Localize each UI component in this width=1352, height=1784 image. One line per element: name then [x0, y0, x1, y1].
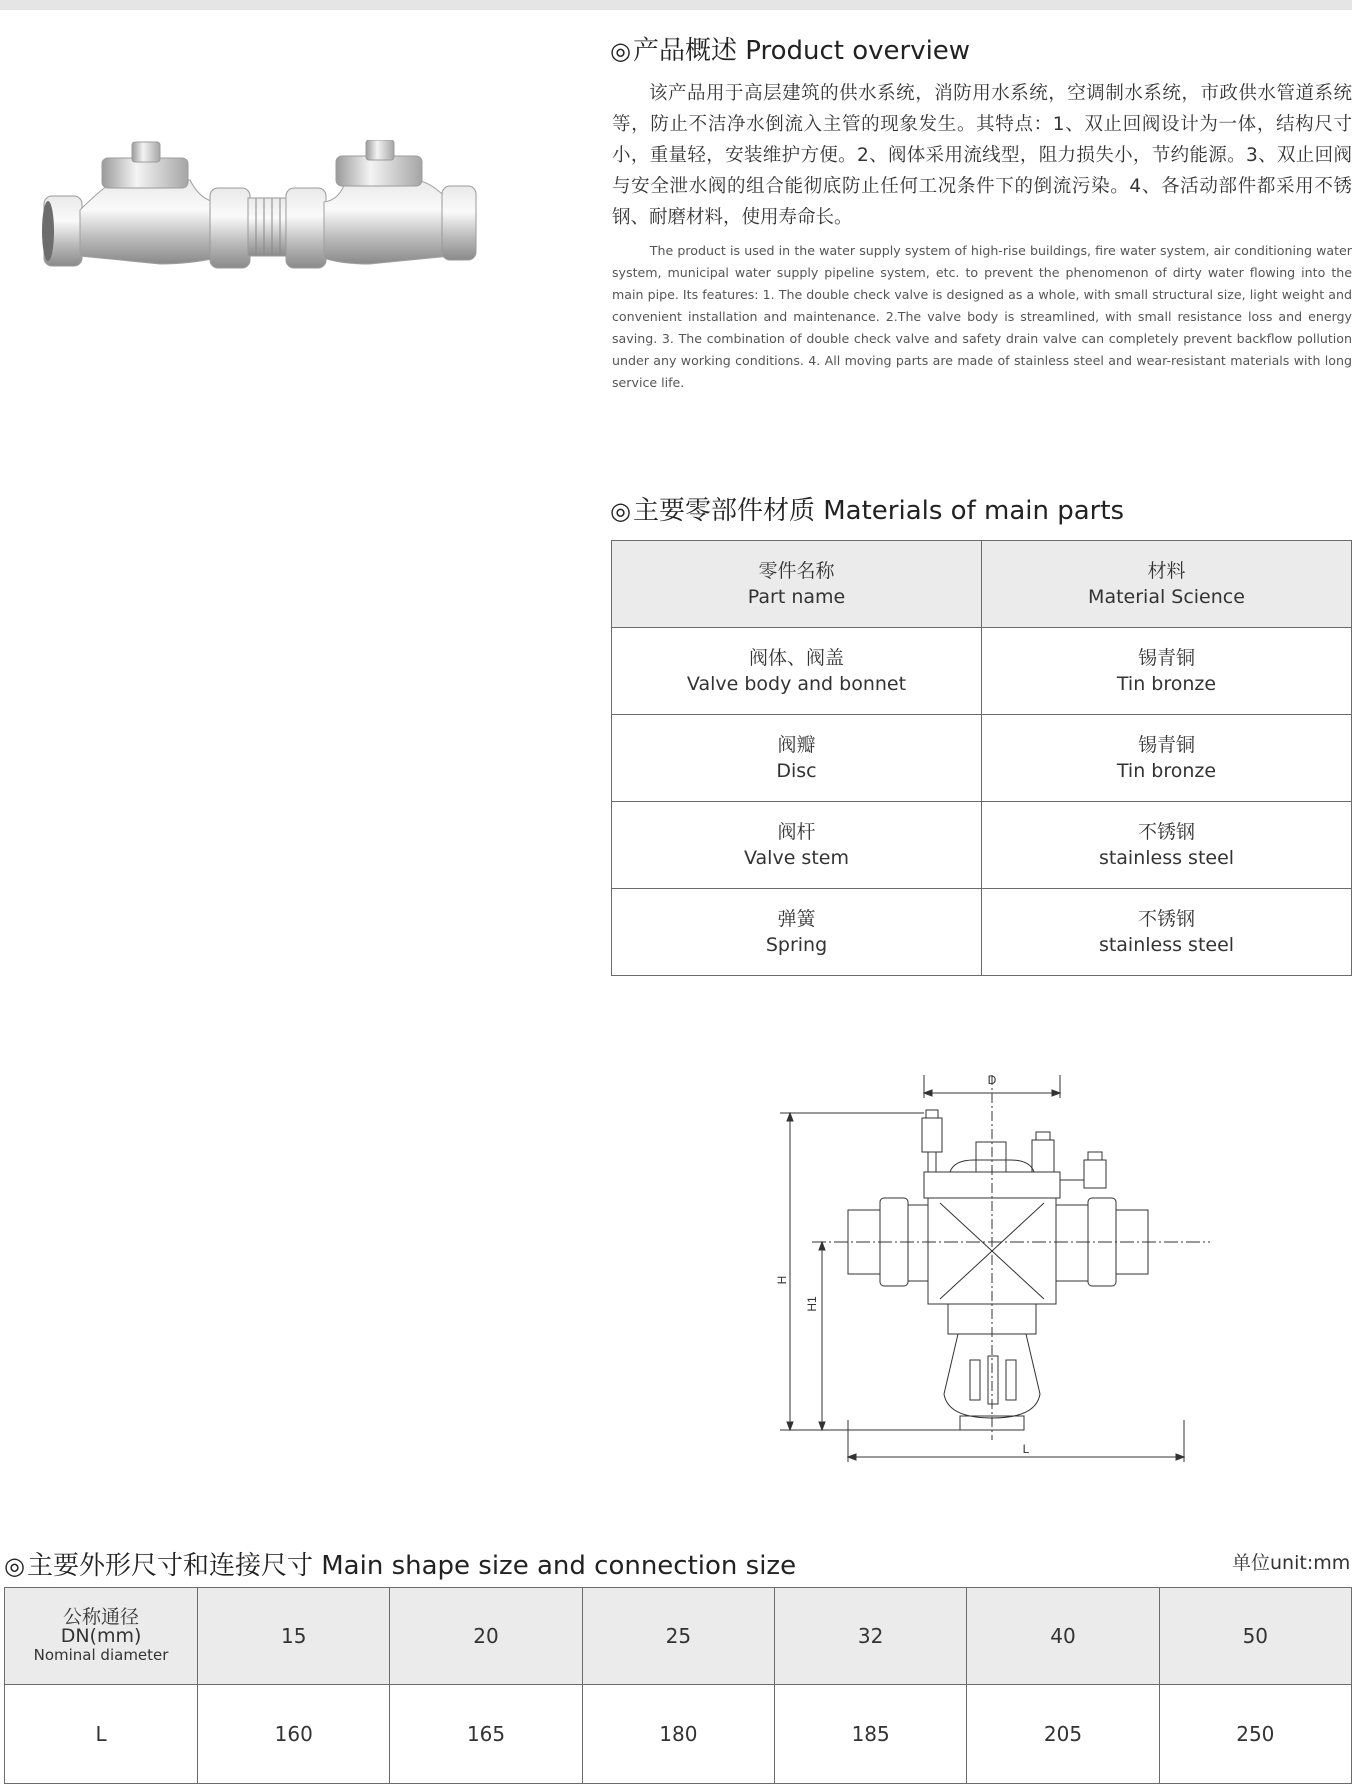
dimensions-heading	[4, 1545, 796, 1582]
dn-value-cell: 15	[198, 1588, 390, 1685]
dn-value-cell: 20	[390, 1588, 582, 1685]
dn-value-cell: 40	[967, 1588, 1159, 1685]
materials-heading-en: Materials of main parts	[823, 496, 1125, 526]
overview-heading-zh: 产品概述	[632, 36, 737, 66]
table-row	[5, 1685, 1352, 1784]
table-row	[612, 802, 1352, 889]
top-bar	[0, 0, 1352, 10]
part-name-cell: 阀瓣 Disc	[612, 715, 982, 802]
l-label-cell: L	[5, 1685, 198, 1784]
dimensions-heading-zh: 主要外形尺寸和连接尺寸	[26, 1551, 313, 1581]
heading-symbol: ◎	[610, 497, 631, 525]
materials-heading-zh: 主要零部件材质	[632, 496, 815, 526]
overview-text-en: The product is used in the water supply system of high-rise buildings, fire water system, air conditioning water system, municipal water supply pipeline system, etc. to prevent the phenomenon of dirty water flowing into the main pipe. Its features: 1. The double check valve is designed as a whole, with small structural size, light weight and convenient installation and maintenance. 2.The valve body is streamlined, with small resistance loss and energy saving. 3. The combination of double check valve and safety drain valve can completely prevent backflow pollution under any working conditions. 4. All moving parts are made of stainless steel and wear-resistant materials with long service life.	[612, 243, 1352, 390]
materials-table	[611, 540, 1352, 976]
dn-value-cell: 50	[1159, 1588, 1351, 1685]
technical-drawing	[760, 1065, 1220, 1470]
dn-value-cell: 25	[582, 1588, 774, 1685]
table-row	[612, 628, 1352, 715]
dim-label-h: H	[775, 1275, 789, 1285]
overview-heading-en: Product overview	[745, 36, 971, 66]
dim-label-d: D	[987, 1073, 997, 1087]
l-value-cell: 165	[390, 1685, 582, 1784]
l-value-cell: 205	[967, 1685, 1159, 1784]
heading-symbol: ◎	[610, 37, 631, 65]
overview-text-zh: 该产品用于高层建筑的供水系统，消防用水系统，空调制水系统，市政供水管道系统等，防止不洁净水倒流入主管的现象发生。其特点：1、双止回阀设计为一体，结构尺寸小，重量轻，安装维护方便。2、阀体采用流线型，阻力损失小，节约能源。3、双止回阀与安全泄水阀的组合能彻底防止任何工况条件下的倒流污染。4、各活动部件都采用不锈钢、耐磨材料，使用寿命长。	[612, 83, 1352, 228]
header-part-name: 零件名称 Part name	[612, 541, 982, 628]
part-name-cell: 阀体、阀盖 Valve body and bonnet	[612, 628, 982, 715]
material-cell: 不锈钢 stainless steel	[982, 802, 1352, 889]
product-photo	[40, 140, 480, 290]
material-cell: 锡青铜 Tin bronze	[982, 628, 1352, 715]
dimensions-heading-en: Main shape size and connection size	[321, 1551, 797, 1581]
table-row	[612, 715, 1352, 802]
table-row	[612, 889, 1352, 976]
l-value-cell: 250	[1159, 1685, 1351, 1784]
heading-symbol: ◎	[4, 1552, 25, 1580]
dim-label-h1: H1	[805, 1296, 819, 1312]
l-value-cell: 180	[582, 1685, 774, 1784]
l-value-cell: 160	[198, 1685, 390, 1784]
material-cell: 不锈钢 stainless steel	[982, 889, 1352, 976]
dimensions-table	[4, 1587, 1352, 1784]
overview-heading	[610, 30, 970, 67]
dn-value-cell: 32	[775, 1588, 967, 1685]
materials-heading	[610, 490, 1124, 527]
l-value-cell: 185	[775, 1685, 967, 1784]
header-material: 材料 Material Science	[982, 541, 1352, 628]
materials-header-row	[612, 541, 1352, 628]
material-cell: 锡青铜 Tin bronze	[982, 715, 1352, 802]
unit-label: 单位unit:mm	[1232, 1552, 1351, 1574]
dim-label-l: L	[1022, 1442, 1030, 1456]
dimensions-header-row	[5, 1588, 1352, 1685]
part-name-cell: 阀杆 Valve stem	[612, 802, 982, 889]
nominal-diameter-header: 公称通径 DN(mm) Nominal diameter	[5, 1588, 198, 1685]
part-name-cell: 弹簧 Spring	[612, 889, 982, 976]
